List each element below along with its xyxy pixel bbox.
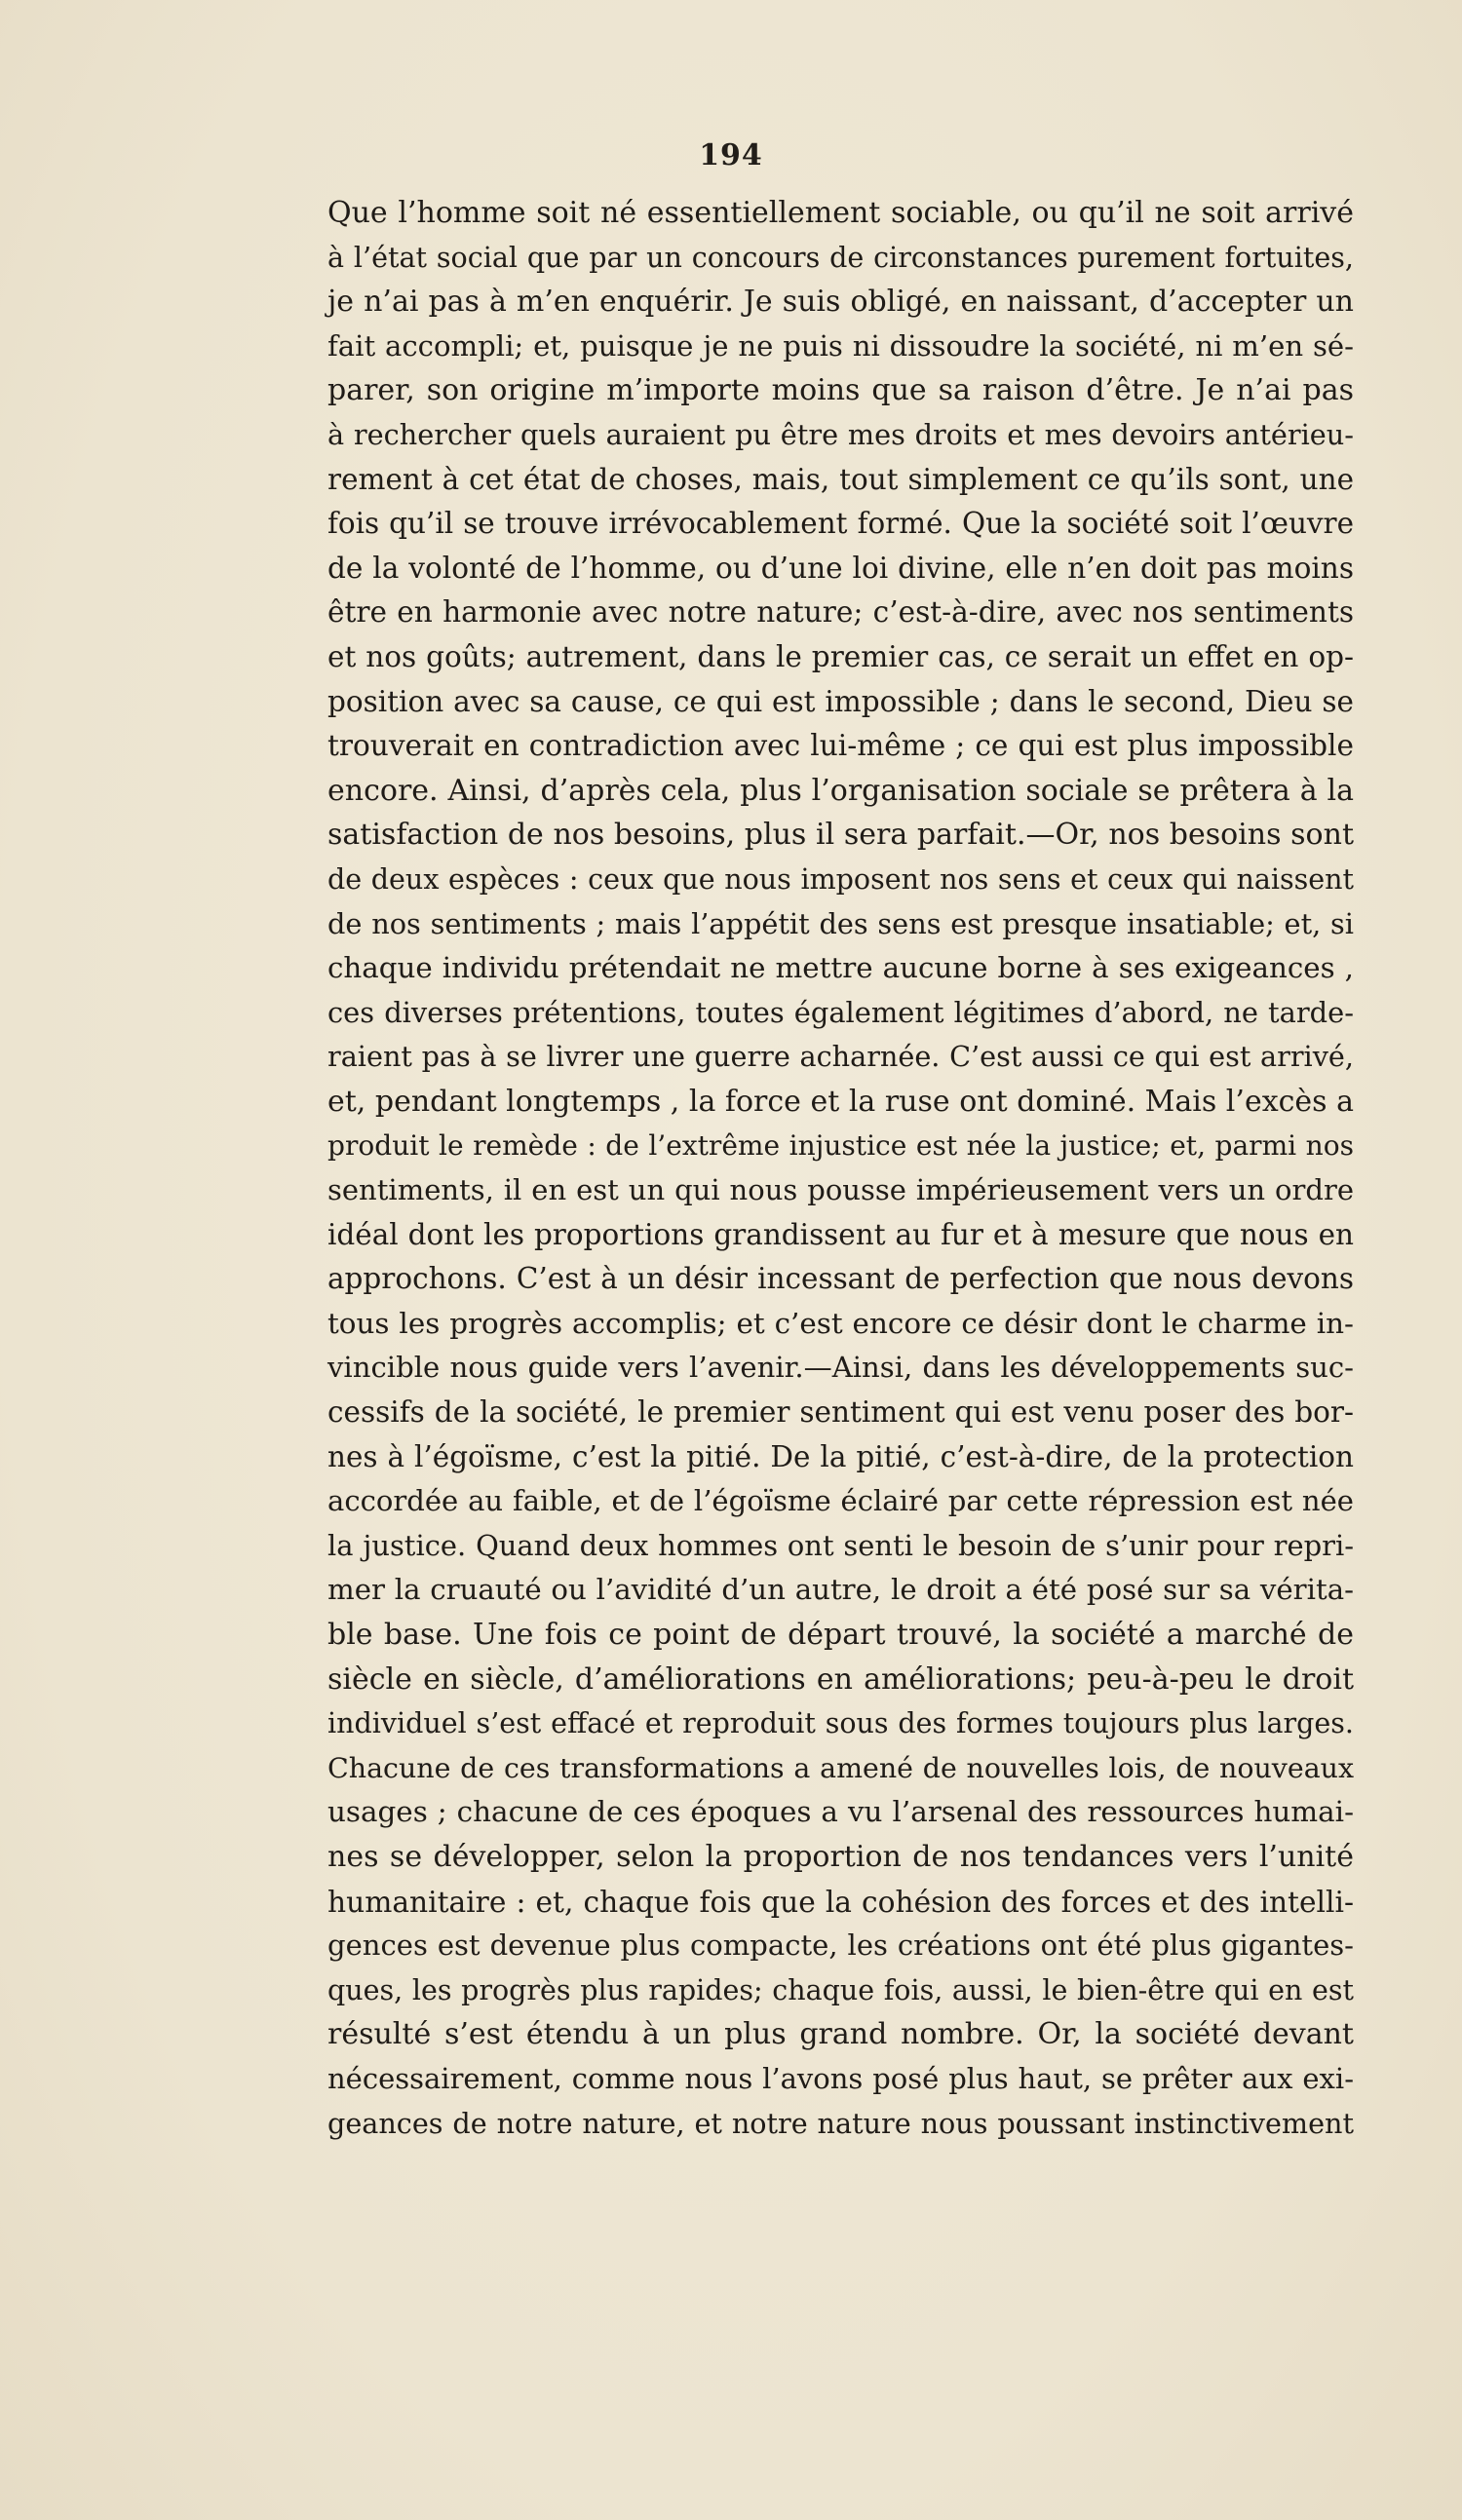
text-line: chaque individu prétendait ne mettre aucune borne à ses exigeances , <box>327 951 1354 985</box>
text-line: rement à cet état de choses, mais, tout simplement ce qu’ils sont, une <box>327 462 1354 496</box>
text-line: approchons. C’est à un désir incessant de perfection que nous devons <box>327 1262 1354 1296</box>
text-line: cessifs de la société, le premier sentiment qui est venu poser des bor- <box>327 1395 1354 1430</box>
text-line: raient pas à se livrer une guerre acharnée. C’est aussi ce qui est arrivé, <box>327 1040 1354 1074</box>
text-line: Que l’homme soit né essentiellement sociable, ou qu’il ne soit arrivé <box>327 196 1354 230</box>
text-line: fois qu’il se trouve irrévocablement formé. Que la société soit l’œuvre <box>327 507 1354 541</box>
text-line: ces diverses prétentions, toutes également légitimes d’abord, ne tarde- <box>327 995 1354 1029</box>
text-line: nécessairement, comme nous l’avons posé plus haut, se prêter aux exi- <box>327 2061 1354 2095</box>
text-line: vincible nous guide vers l’avenir.—Ainsi, dans les développements suc- <box>327 1351 1354 1385</box>
text-line: produit le remède : de l’extrême injustice est née la justice; et, parmi nos <box>327 1129 1354 1163</box>
text-line: individuel s’est effacé et reproduit sous des formes toujours plus larges. <box>327 1707 1354 1740</box>
text-line: siècle en siècle, d’améliorations en améliorations; peu-à-peu le droit <box>327 1661 1354 1697</box>
text-line: mer la cruauté ou l’avidité d’un autre, le droit a été posé sur sa vérita- <box>327 1573 1354 1607</box>
text-line: et nos goûts; autrement, dans le premier cas, ce serait un effet en op- <box>327 639 1354 673</box>
text-line: à rechercher quels auraient pu être mes droits et mes devoirs antérieu- <box>327 417 1354 451</box>
text-line: gences est devenue plus compacte, les créations ont été plus gigantes- <box>327 1928 1354 1963</box>
text-line: de nos sentiments ; mais l’appétit des sens est presque insatiable; et, si <box>327 906 1354 940</box>
text-line: je n’ai pas à m’en enquérir. Je suis obligé, en naissant, d’accepter un <box>327 285 1354 320</box>
text-line: être en harmonie avec notre nature; c’est-à-dire, avec nos sentiments <box>327 595 1354 630</box>
text-line: sentiments, il en est un qui nous pousse impérieusement vers un ordre <box>327 1173 1354 1207</box>
text-line: trouverait en contradiction avec lui-même ; ce qui est plus impossible <box>327 729 1354 763</box>
text-line: de la volonté de l’homme, ou d’une loi divine, elle n’en doit pas moins <box>327 551 1354 585</box>
text-line: Chacune de ces transformations a amené de nouvelles lois, de nouveaux <box>327 1751 1354 1784</box>
text-line: satisfaction de nos besoins, plus il sera parfait.—Or, nos besoins sont <box>327 818 1354 853</box>
text-line: usages ; chacune de ces époques a vu l’arsenal des ressources humai- <box>327 1795 1354 1829</box>
text-line: à l’état social que par un concours de circonstances purement fortuites, <box>327 240 1354 274</box>
text-line: ble base. Une fois ce point de départ trouvé, la société a marché de <box>327 1618 1354 1652</box>
text-line: nes à l’égoïsme, c’est la pitié. De la pitié, c’est-à-dire, de la protection <box>327 1439 1354 1473</box>
text-line: idéal dont les proportions grandissent au fur et à mesure que nous en <box>327 1217 1354 1251</box>
text-line: tous les progrès accomplis; et c’est encore ce désir dont le charme in- <box>327 1306 1354 1340</box>
text-line: ques, les progrès plus rapides; chaque fois, aussi, le bien-être qui en est <box>327 1973 1354 2006</box>
text-line: résulté s’est étendu à un plus grand nombre. Or, la société devant <box>327 2017 1354 2052</box>
body-text <box>327 191 1354 2146</box>
page-number: 194 <box>699 138 763 172</box>
text-line: position avec sa cause, ce qui est impossible ; dans le second, Dieu se <box>327 684 1354 718</box>
text-line: fait accompli; et, puisque je ne puis ni dissoudre la société, ni m’en sé- <box>327 328 1354 363</box>
text-line: parer, son origine m’importe moins que sa raison d’être. Je n’ai pas <box>327 373 1354 408</box>
text-line: la justice. Quand deux hommes ont senti le besoin de s’unir pour repri- <box>327 1528 1354 1562</box>
text-line: geances de notre nature, et notre nature nous poussant instinctivement <box>327 2106 1354 2140</box>
text-line: accordée au faible, et de l’égoïsme éclairé par cette répression est née <box>327 1484 1354 1518</box>
text-line: et, pendant longtemps , la force et la ruse ont dominé. Mais l’excès a <box>327 1084 1354 1119</box>
text-line: encore. Ainsi, d’après cela, plus l’organisation sociale se prêtera à la <box>327 773 1354 808</box>
text-line: de deux espèces : ceux que nous imposent nos sens et ceux qui naissent <box>327 862 1354 896</box>
text-line: nes se développer, selon la proportion de nos tendances vers l’unité <box>327 1839 1354 1874</box>
text-line: humanitaire : et, chaque fois que la cohésion des forces et des intelli- <box>327 1884 1354 1919</box>
